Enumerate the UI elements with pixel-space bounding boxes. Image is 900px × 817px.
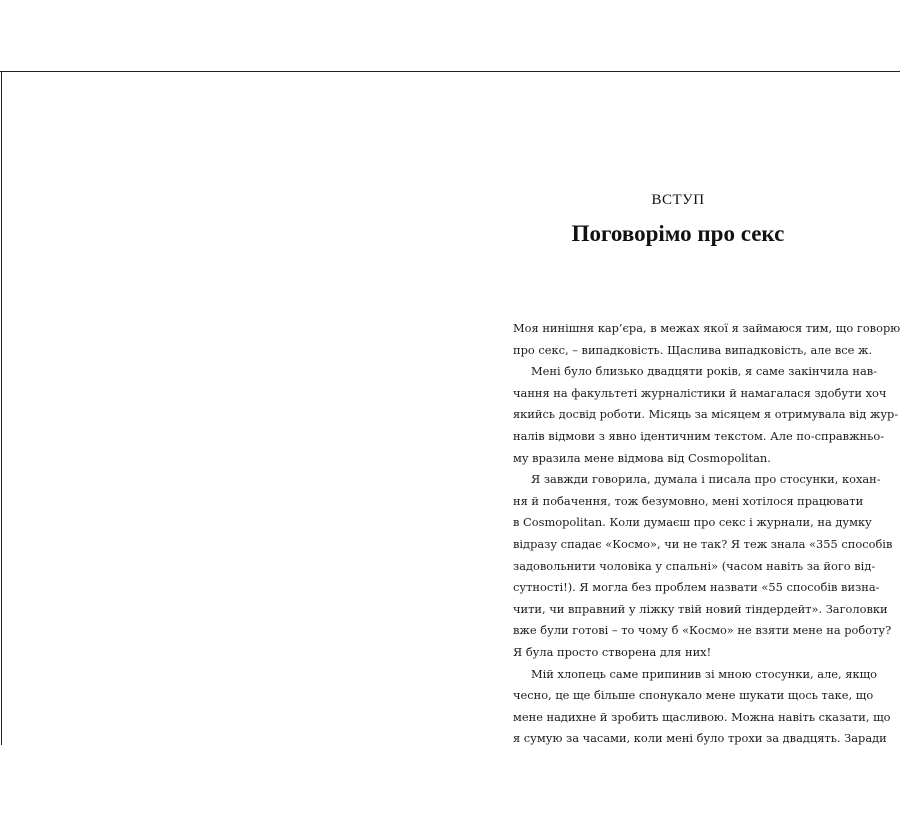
chapter-title: Поговорімо про секс — [571, 221, 785, 246]
text-line: задовольнити чоловіка у спальні» (часом навіть за його від- — [513, 558, 876, 573]
chapter-kicker: ВСТУП — [651, 192, 705, 208]
text-line: Мені було близько двадцяти років, я саме закінчила нав- — [531, 364, 878, 379]
text-line: в Cosmopolitan. Коли думаєш про секс і журнали, на думку — [513, 515, 872, 530]
left-page-blank — [2, 72, 452, 745]
text-line: ня й побачення, тож безумовно, мені хотілося працювати — [513, 493, 864, 508]
text-line: Мій хлопець саме припинив зі мною стосунки, але, якщо — [531, 666, 878, 681]
text-line: сутності!). Я могла без проблем назвати «55 способів визна- — [513, 580, 880, 595]
text-line: вже були готові – то чому б «Космо» не взяти мене на роботу? — [513, 623, 892, 638]
text-line: чання на факультеті журналістики й намагалася здобути хоч — [513, 385, 887, 400]
text-line: відразу спадає «Космо», чи не так? Я теж знала «355 способів — [513, 536, 893, 551]
text-line: Моя нинішня кар’єра, в межах якої я займаюся тим, що говорю — [513, 321, 900, 335]
text-line: Я була просто створена для них! — [513, 644, 712, 659]
body-text — [513, 318, 900, 750]
text-line: чити, чи вправний у ліжку твій новий тіндердейт». Заголовки — [513, 601, 888, 616]
text-line: якийсь досвід роботи. Місяць за місяцем я отримувала від жур- — [513, 407, 899, 422]
text-line: про секс, – випадковість. Щаслива випадковість, але все ж. — [513, 342, 873, 357]
text-line: налів відмови з явно ідентичним текстом. Але по-справжньо- — [513, 428, 885, 443]
text-line: му вразила мене відмова від Cosmopolitan. — [513, 450, 771, 465]
text-line: я сумую за часами, коли мені було трохи за двадцять. Заради — [513, 731, 887, 746]
text-line: Я завжди говорила, думала і писала про стосунки, кохан- — [531, 472, 881, 487]
text-line: чесно, це ще більше спонукало мене шукати щось таке, що — [513, 688, 874, 703]
text-line: мене надихне й зробить щасливою. Можна навіть сказати, що — [513, 709, 891, 724]
